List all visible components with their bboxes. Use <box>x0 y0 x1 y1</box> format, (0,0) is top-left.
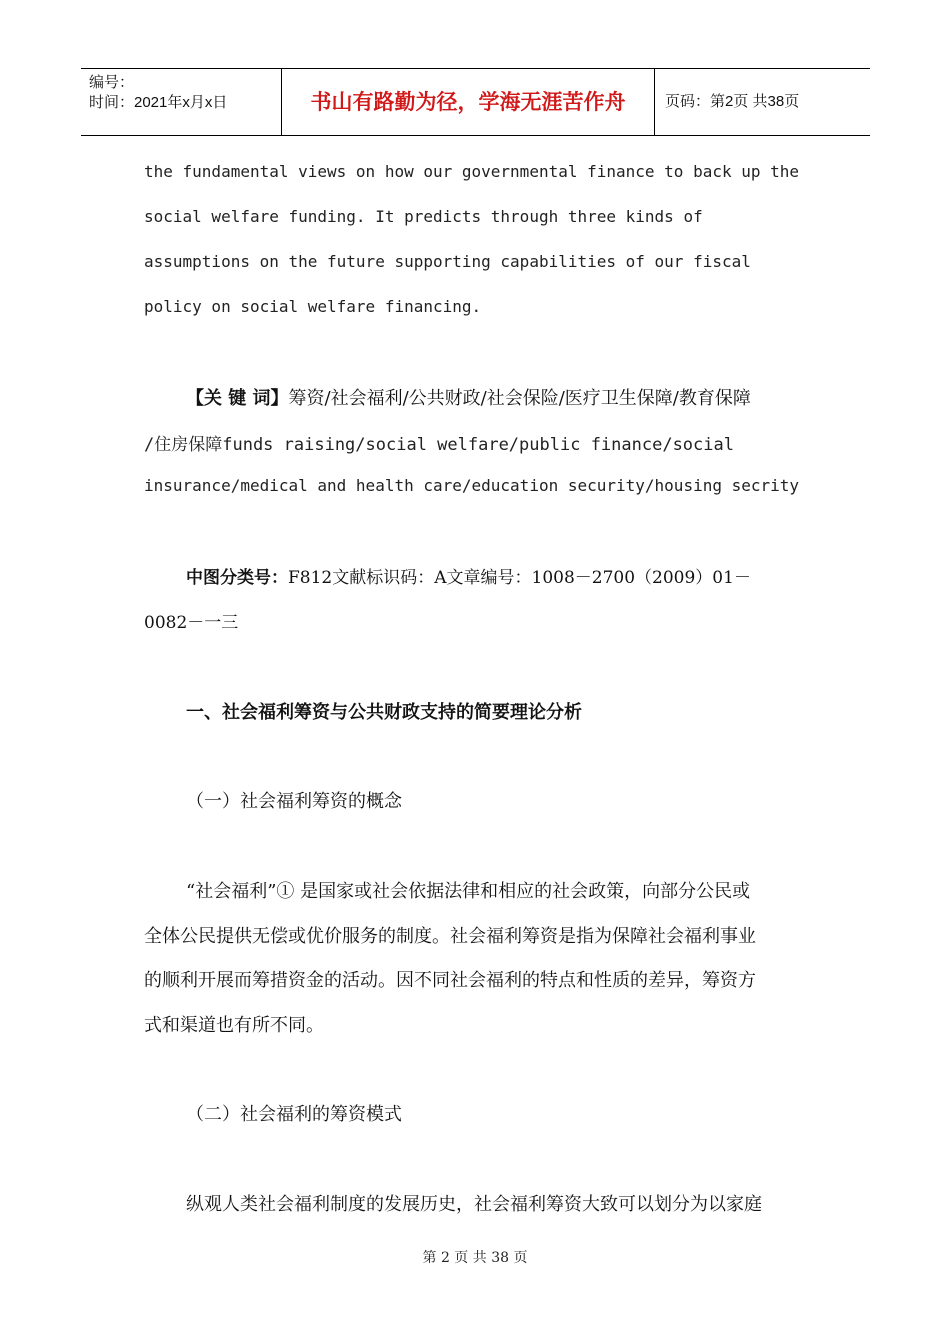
abstract-line: social welfare funding. It predicts through three kinds of <box>144 207 703 226</box>
abstract-line: assumptions on the future supporting capabilities of our fiscal <box>144 252 751 271</box>
header-time: 时间：2021年x月x日 <box>89 94 228 111</box>
header-motto: 书山有路勤为径，学海无涯苦作舟 <box>281 69 655 135</box>
classification-label: 中图分类号： <box>186 568 288 588</box>
keywords-text: 筹资/社会福利/公共财政/社会保险/医疗卫生保障/教育保障 <box>288 388 751 409</box>
abstract-line: policy on social welfare financing. <box>144 297 482 316</box>
header-meta <box>81 69 281 135</box>
paragraph-1-line: 式和渠道也有所不同。 <box>144 1015 324 1036</box>
abstract-line: the fundamental views on how our governmental finance to back up the <box>144 162 800 181</box>
keywords-line-1 <box>186 384 751 410</box>
paragraph-1-line: 的顺利开展而筹措资金的活动。因不同社会福利的特点和性质的差异，筹资方 <box>144 970 756 991</box>
header-page-number: 页码：第2页 共38页 <box>665 93 800 110</box>
paragraph-1-line: 全体公民提供无偿或优价服务的制度。社会福利筹资是指为保障社会福利事业 <box>144 926 756 947</box>
keywords-line-3: insurance/medical and health care/education security/housing secrity <box>144 476 800 495</box>
paragraph-1-line: “社会福利”① 是国家或社会依据法律和相应的社会政策，向部分公民或 <box>186 881 751 902</box>
page-footer: 第 2 页 共 38 页 <box>422 1250 528 1266</box>
classification-text: F812文献标识码：A文章编号：1008－2700（2009）01－ <box>288 568 751 588</box>
section-1-title: 一、社会福利筹资与公共财政支持的简要理论分析 <box>186 702 582 723</box>
header-number: 编号： <box>89 74 135 91</box>
page-header <box>81 68 870 136</box>
keywords-line-2: /住房保障funds raising/social welfare/public finance/social <box>144 435 734 455</box>
classification-line-1 <box>186 563 751 588</box>
classification-line-2: 0082－一三 <box>144 613 239 633</box>
subsection-1-title: （一）社会福利筹资的概念 <box>186 791 402 812</box>
keywords-label: 【关 键 词】 <box>186 388 289 409</box>
subsection-2-title: （二）社会福利的筹资模式 <box>186 1104 402 1125</box>
paragraph-2-line: 纵观人类社会福利制度的发展历史，社会福利筹资大致可以划分为以家庭 <box>186 1194 762 1215</box>
